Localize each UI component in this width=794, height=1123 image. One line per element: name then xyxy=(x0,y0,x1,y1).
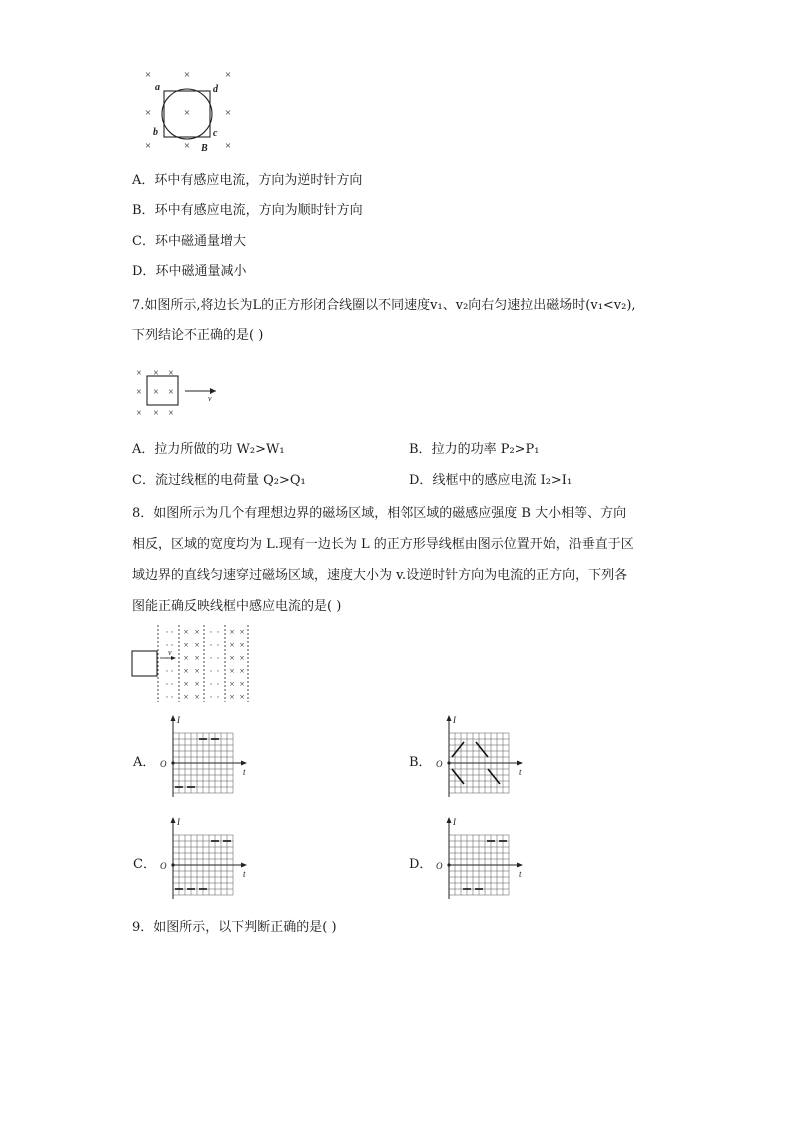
q6-cross-mark: × xyxy=(183,107,191,119)
q8-dot-mark: · xyxy=(209,679,213,689)
option-text: 流过线框的电荷量 Q₂>Q₁ xyxy=(154,473,306,488)
q8-dot-mark: · xyxy=(165,640,169,650)
q6-cross-mark: × xyxy=(144,107,152,119)
q8-dot-mark: · xyxy=(209,692,213,702)
q7-figure xyxy=(130,360,230,422)
q8-velocity-label: v xyxy=(168,648,172,657)
q8-cross-mark: × xyxy=(229,692,235,702)
option-letter: A． xyxy=(132,442,155,457)
current-segment xyxy=(452,742,464,757)
q6-option-c[interactable] xyxy=(132,233,246,251)
q8-cross-mark: × xyxy=(183,679,189,689)
q8-graph-a[interactable] xyxy=(155,713,255,797)
q8-dot-mark: · xyxy=(216,692,220,702)
q7-option-d[interactable] xyxy=(409,472,572,490)
current-segment xyxy=(452,769,464,784)
origin-dot xyxy=(171,761,174,764)
option-text: 环中有感应电流，方向为逆时针方向 xyxy=(154,173,363,188)
q6-label-a: a xyxy=(155,82,160,93)
q6-cross-mark: × xyxy=(144,69,152,81)
q6-cross-mark: × xyxy=(144,140,152,152)
q8-cross-mark: × xyxy=(194,679,200,689)
q7-stem-line2: 下列结论不正确的是( ) xyxy=(132,328,264,343)
x-axis-label: t xyxy=(519,767,522,777)
q8-cross-mark: × xyxy=(183,692,189,702)
y-axis-arrow xyxy=(447,817,452,823)
q8-cross-mark: × xyxy=(194,640,200,650)
option-letter: A． xyxy=(132,173,155,188)
q6-cross-mark: × xyxy=(224,140,232,152)
q8-dot-mark: · xyxy=(170,692,174,702)
current-segment xyxy=(488,769,500,784)
q8-dot-mark: · xyxy=(170,666,174,676)
q6-label-b: b xyxy=(153,127,158,138)
q8-stem-line4: 图能正确反映线框中感应电流的是( ) xyxy=(132,599,342,614)
q7-cross-mark: × xyxy=(136,387,142,398)
q7-cross-mark: × xyxy=(168,368,174,379)
q7-cross-mark: × xyxy=(136,408,142,419)
q8-cross-mark: × xyxy=(183,666,189,676)
option-letter: B． xyxy=(132,203,155,218)
q8-graph-c-letter[interactable]: C． xyxy=(133,857,156,872)
q8-cross-mark: × xyxy=(183,653,189,663)
q8-dot-mark: · xyxy=(216,653,220,663)
q8-dot-mark: · xyxy=(170,679,174,689)
q8-graph-a-letter[interactable]: A． xyxy=(133,755,156,770)
origin-label: O xyxy=(160,861,167,871)
q7-cross-mark: × xyxy=(168,408,174,419)
q8-cross-mark: × xyxy=(239,666,245,676)
option-letter: C． xyxy=(132,473,155,488)
q8-graph-d-letter[interactable]: D． xyxy=(409,857,433,872)
q8-dot-mark: · xyxy=(165,666,169,676)
q8-dot-mark: · xyxy=(209,627,213,637)
option-letter: D． xyxy=(409,473,433,488)
current-segment xyxy=(476,742,488,757)
q8-dot-mark: · xyxy=(216,627,220,637)
q8-square-coil xyxy=(132,651,157,676)
q8-graph-d[interactable] xyxy=(431,815,531,899)
q7-option-c[interactable] xyxy=(132,472,306,490)
q9-stem: 9．如图所示，以下判断正确的是( ) xyxy=(132,920,337,935)
x-axis-arrow xyxy=(517,863,523,868)
q7-option-a[interactable] xyxy=(132,441,285,459)
q7-cross-mark: × xyxy=(153,408,159,419)
x-axis-label: t xyxy=(243,869,246,879)
option-text: 拉力所做的功 W₂>W₁ xyxy=(154,442,285,457)
q8-dot-mark: · xyxy=(165,692,169,702)
q8-graph-b-letter[interactable]: B． xyxy=(409,755,432,770)
q7-cross-mark: × xyxy=(136,368,142,379)
q6-option-b[interactable] xyxy=(132,202,363,220)
q6-option-a[interactable] xyxy=(132,172,362,190)
q7-cross-mark: × xyxy=(168,387,174,398)
origin-label: O xyxy=(160,759,167,769)
q8-dot-mark: · xyxy=(165,679,169,689)
q8-stem-line1: 8．如图所示为几个有理想边界的磁场区域，相邻区域的磁感应强度 B 大小相等、方向 xyxy=(132,506,627,521)
y-axis-label: I xyxy=(453,715,456,725)
option-letter: B． xyxy=(409,442,432,457)
q8-cross-mark: × xyxy=(194,627,200,637)
q7-option-b[interactable] xyxy=(409,441,540,459)
y-axis-arrow xyxy=(171,715,176,721)
q8-cross-mark: × xyxy=(239,627,245,637)
y-axis-arrow xyxy=(171,817,176,823)
q6-cross-mark: × xyxy=(224,107,232,119)
y-axis-arrow xyxy=(447,715,452,721)
q8-dot-mark: · xyxy=(209,653,213,663)
q8-cross-mark: × xyxy=(229,653,235,663)
y-axis-label: I xyxy=(177,715,180,725)
origin-dot xyxy=(171,863,174,866)
option-text: 拉力的功率 P₂>P₁ xyxy=(431,442,540,457)
x-axis-label: t xyxy=(519,869,522,879)
x-axis-label: t xyxy=(243,767,246,777)
origin-dot xyxy=(447,761,450,764)
q6-label-d: d xyxy=(213,84,218,95)
y-axis-label: I xyxy=(177,817,180,827)
q8-stem-line2: 相反，区域的宽度均为 L.现有一边长为 L 的正方形导线框由图示位置开始，沿垂直于区 xyxy=(132,537,634,552)
origin-label: O xyxy=(436,759,443,769)
q8-dot-mark: · xyxy=(216,679,220,689)
option-text: 环中磁通量增大 xyxy=(154,234,246,249)
x-axis-arrow xyxy=(517,761,523,766)
q8-dot-mark: · xyxy=(170,640,174,650)
origin-label: O xyxy=(436,861,443,871)
q6-cross-mark: × xyxy=(183,69,191,81)
q6-label-c: c xyxy=(213,128,218,139)
q8-figure xyxy=(130,622,255,704)
q6-cross-mark: × xyxy=(224,69,232,81)
q7-velocity-label: v xyxy=(208,394,212,403)
q6-label-field: B xyxy=(201,143,208,154)
q8-dot-mark: · xyxy=(170,627,174,637)
y-axis-label: I xyxy=(453,817,456,827)
x-axis-arrow xyxy=(241,863,247,868)
q8-cross-mark: × xyxy=(239,692,245,702)
q6-cross-mark: × xyxy=(183,140,191,152)
q8-cross-mark: × xyxy=(183,640,189,650)
q8-cross-mark: × xyxy=(229,679,235,689)
option-letter: C． xyxy=(132,234,155,249)
q6-figure xyxy=(135,62,245,154)
q7-stem-line1: 7.如图所示,将边长为L的正方形闭合线圈以不同速度v₁、v₂向右匀速拉出磁场时(v₁<v₂), xyxy=(132,298,636,313)
q8-cross-mark: × xyxy=(194,653,200,663)
q6-option-d[interactable] xyxy=(132,263,246,281)
option-text: 环中有感应电流，方向为顺时针方向 xyxy=(154,203,363,218)
q8-cross-mark: × xyxy=(239,640,245,650)
q8-dot-mark: · xyxy=(216,666,220,676)
origin-dot xyxy=(447,863,450,866)
q8-stem-line3: 域边界的直线匀速穿过磁场区域，速度大小为 v.设逆时针方向为电流的正方向，下列各 xyxy=(132,568,628,583)
option-letter: D． xyxy=(132,264,156,279)
q8-cross-mark: × xyxy=(194,666,200,676)
q8-cross-mark: × xyxy=(229,627,235,637)
q8-dot-mark: · xyxy=(165,653,169,663)
x-axis-arrow xyxy=(241,761,247,766)
q8-dot-mark: · xyxy=(209,666,213,676)
q8-cross-mark: × xyxy=(229,640,235,650)
q7-cross-mark: × xyxy=(153,387,159,398)
option-text: 线框中的感应电流 I₂>I₁ xyxy=(432,473,573,488)
q8-graph-b[interactable] xyxy=(431,713,531,797)
q8-graph-c[interactable] xyxy=(155,815,255,899)
q8-dot-mark: · xyxy=(216,640,220,650)
q8-cross-mark: × xyxy=(239,653,245,663)
q8-cross-mark: × xyxy=(239,679,245,689)
q8-dot-mark: · xyxy=(165,627,169,637)
q7-cross-mark: × xyxy=(153,368,159,379)
q8-cross-mark: × xyxy=(194,692,200,702)
q8-dot-mark: · xyxy=(209,640,213,650)
q8-cross-mark: × xyxy=(183,627,189,637)
q8-dot-mark: · xyxy=(170,653,174,663)
option-text: 环中磁通量减小 xyxy=(155,264,247,279)
q8-cross-mark: × xyxy=(229,666,235,676)
